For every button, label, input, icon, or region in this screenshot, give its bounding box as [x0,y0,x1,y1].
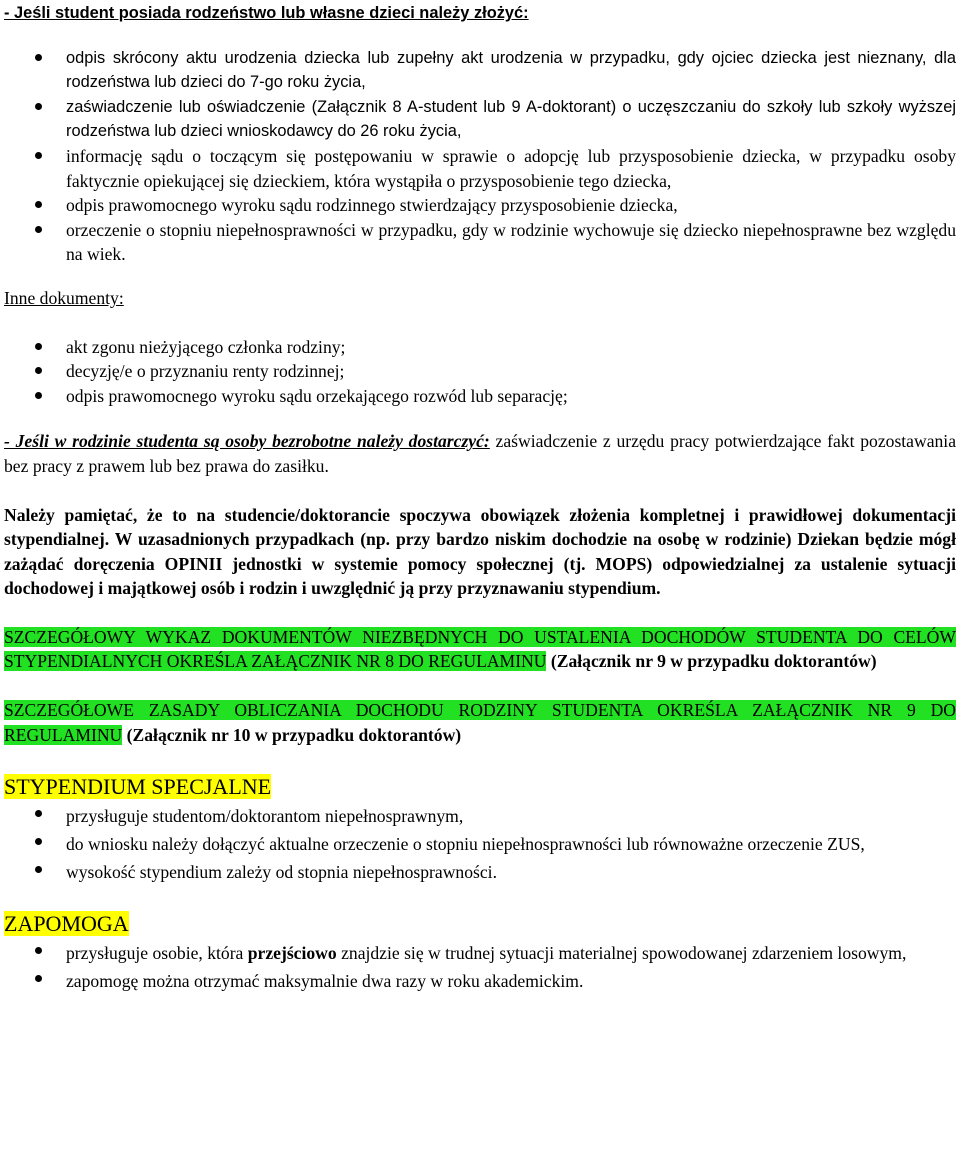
list-item: zaświadczenie lub oświadczenie (Załącznik 8 A-student lub 9 A-doktorant) o uczęszczaniu do szkoły lub szkoły wyższej rodzeństwa lub dzieci wnioskodawcy do 26 roku życia, [4,95,956,144]
unemployed-lead: - Jeśli w rodzinie studenta są osoby bezrobotne należy dostarczyć: [4,431,490,452]
detailed-list-paragraph [4,625,956,674]
list-item: zapomogę można otrzymać maksymalnie dwa razy w roku akademickim. [4,967,956,995]
siblings-heading: - Jeśli student posiada rodzeństwo lub własne dzieci należy złożyć: [4,4,529,22]
allowance-item-bold: przejściowo [247,943,337,964]
list-item: do wniosku należy dołączyć aktualne orzeczenie o stopniu niepełnosprawności lub równoważne orzeczenie ZUS, [4,830,956,858]
allowance-item-before: przysługuje osobie, która [66,943,248,964]
list-item: odpis prawomocnego wyroku sądu orzekającego rozwód lub separację; [4,384,956,409]
allowance-list [4,939,956,995]
unemployed-paragraph [4,429,956,478]
other-documents-heading: Inne dokumenty: [4,287,124,308]
document-page [4,0,956,995]
list-item: wysokość stypendium zależy od stopnia niepełnosprawności. [4,858,956,886]
allowance-heading [4,910,956,937]
detailed-rules-suffix: (Załącznik nr 10 w przypadku doktorantów) [122,724,462,745]
siblings-list [4,46,956,267]
list-item: informację sądu o toczącym się postępowaniu w sprawie o adopcję lub przysposobienie dziecka, w przypadku osoby faktycznie opiekującej się dzieckiem, która wystąpiła o przysposobienie tego dziecka, [4,144,956,193]
list-item: odpis prawomocnego wyroku sądu rodzinnego stwierdzający przysposobienie dziecka, [4,193,956,218]
unemployed-text: zaświadczenie z urzędu pracy potwierdzające fakt pozostawania bez pracy z prawem lub bez prawa do zasiłku. [4,431,957,476]
detailed-list-suffix: (Załącznik nr 9 w przypadku doktorantów) [546,651,877,672]
special-scholarship-list [4,802,956,886]
list-item: decyzję/e o przyznaniu renty rodzinnej; [4,359,956,384]
list-item: orzeczenie o stopniu niepełnosprawności w przypadku, gdy w rodzinie wychowuje się dziecko niepełnosprawne bez względu na wiek. [4,218,956,267]
list-item [4,939,956,967]
list-item: odpis skrócony aktu urodzenia dziecka lub zupełny akt urodzenia w przypadku, gdy ojciec dziecka jest nieznany, dla rodzeństwa lub dzieci do 7-go roku życia, [4,46,956,95]
detailed-rules-highlight: SZCZEGÓŁOWE ZASADY OBLICZANIA DOCHODU RODZINY STUDENTA OKREŚLA ZAŁĄCZNIK NR 9 DO REGULAMINU [4,700,956,745]
special-scholarship-heading [4,773,956,800]
detailed-list-highlight: SZCZEGÓŁOWY WYKAZ DOKUMENTÓW NIEZBĘDNYCH DO USTALENIA DOCHODÓW STUDENTA DO CELÓW STYPENDIALNYCH OKREŚLA ZAŁĄCZNIK NR 8 DO REGULAMINU [4,626,956,672]
detailed-rules-paragraph [4,698,956,747]
allowance-item-after: znajdzie się w trudnej sytuacji materialnej spowodowanej zdarzeniem losowym, [336,943,907,964]
allowance-title: ZAPOMOGA [4,911,129,937]
list-item: przysługuje studentom/doktorantom niepełnosprawnym, [4,802,956,830]
other-documents-list [4,335,956,409]
list-item: akt zgonu nieżyjącego członka rodziny; [4,335,956,360]
important-note: Należy pamiętać, że to na studencie/doktorancie spoczywa obowiązek złożenia kompletnej i prawidłowej dokumentacji stypendialnej. W uzasadnionych przypadkach (np. przy bardzo niskim dochodzie na osobę w rodzinie) Dziekan będzie mógł zażądać doręczenia OPINII jednostki w systemie pomocy społecznej (tj. MOPS) odpowiedzialnej za ustalenie sytuacji dochodowej i majątkowej osób i rodzin i uwzględnić ją przy przyznawaniu stypendium. [4,504,956,599]
special-scholarship-title: STYPENDIUM SPECJALNE [4,774,272,800]
